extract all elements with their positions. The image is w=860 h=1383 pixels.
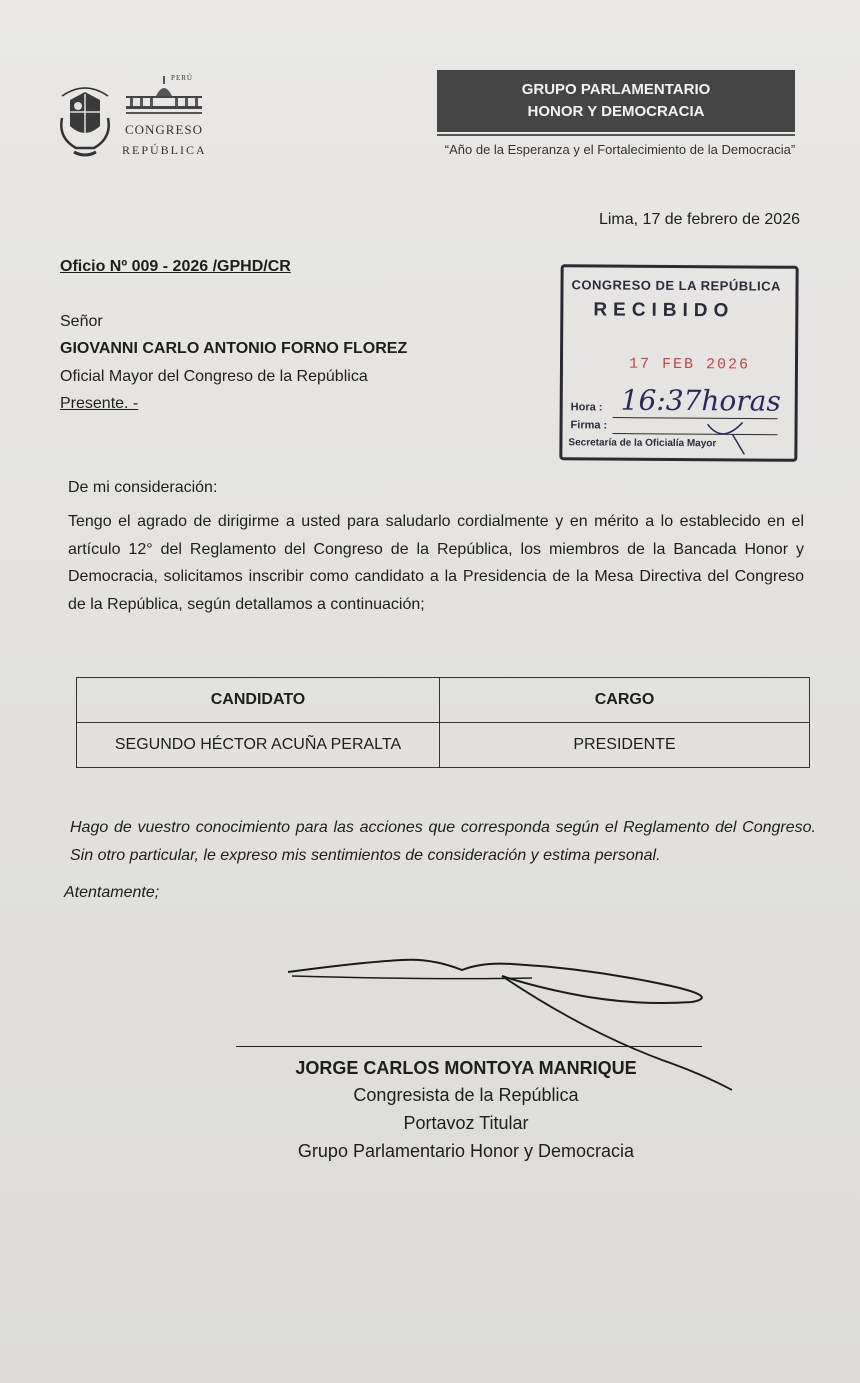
signatory-role1: Congresista de la República	[353, 1085, 579, 1105]
body-paragraph: Tengo el agrado de dirigirme a usted para saludarlo cordialmente y en mérito a lo establecido en el artículo 12° del Reglamento del Congreso de la República, los miembros de la Bancada Honor y Democracia, solicitamos inscribir como candidato a la Presidencia de la Mesa Directiva del Congreso de la República, según detallamos a continuación;	[68, 513, 804, 613]
congress-logo	[122, 72, 206, 164]
signatory-role3: Grupo Parlamentario Honor y Democracia	[297, 1141, 635, 1161]
table-row	[77, 723, 810, 768]
candidate-table	[76, 677, 810, 768]
recipient-name: GIOVANNI CARLO ANTONIO FORNO FLOREZ	[60, 340, 408, 357]
group-header-line1: GRUPO PARLAMENTARIO	[521, 81, 711, 98]
recipient-salutation: Señor	[60, 313, 103, 330]
logo-congreso-label: CONGRESO	[124, 122, 204, 137]
stamp-hora-handwritten: 16:37horas	[620, 383, 781, 418]
table-cell-candidate: SEGUNDO HÉCTOR ACUÑA PERALTA	[77, 723, 440, 768]
letter-date: Lima, 17 de febrero de 2026	[598, 211, 800, 228]
stamp-institution: CONGRESO DE LA REPÚBLICA	[571, 277, 782, 294]
signatory-role2: Portavoz Titular	[403, 1113, 529, 1133]
group-header-box	[437, 70, 795, 132]
year-motto: “Año de la Esperanza y el Fortalecimiento de la Democracia”	[444, 142, 796, 157]
coat-of-arms-icon	[56, 82, 114, 162]
received-stamp	[559, 264, 798, 462]
sign-off: Atentamente;	[64, 884, 160, 901]
stamp-hora-label: Hora :	[570, 401, 603, 414]
stamp-firma-label: Firma :	[570, 419, 608, 432]
recipient-title: Oficial Mayor del Congreso de la República	[60, 368, 368, 385]
table-header-candidato: CANDIDATO	[77, 678, 440, 723]
table-header-row	[77, 678, 810, 723]
stamp-received: RECIBIDO	[593, 299, 735, 322]
table-header-cargo: CARGO	[440, 678, 810, 723]
closing-paragraph: Hago de vuestro conocimiento para las acciones que corresponda según el Reglamento del Congreso. Sin otro particular, le expreso mis sentimientos de consideración y estima personal.	[70, 819, 816, 864]
group-header-line2: HONOR Y DEMOCRACIA	[527, 103, 705, 120]
stamp-date: 17 FEB 2026	[628, 355, 751, 374]
stamp-office: Secretaría de la Oficialía Mayor	[568, 437, 717, 450]
oficio-number: Oficio Nº 009 - 2026 /GPHD/CR	[60, 258, 291, 275]
group-header-rule	[437, 134, 795, 136]
recipient-presente: Presente. -	[60, 395, 139, 412]
logo-country-label: PERÚ	[171, 74, 193, 82]
signatory-name: JORGE CARLOS MONTOYA MANRIQUE	[295, 1058, 637, 1078]
logo-republica-label: REPÚBLICA	[122, 143, 207, 157]
table-cell-position: PRESIDENTE	[440, 723, 810, 768]
signature-line	[236, 1046, 702, 1047]
greeting: De mi consideración:	[68, 479, 218, 496]
